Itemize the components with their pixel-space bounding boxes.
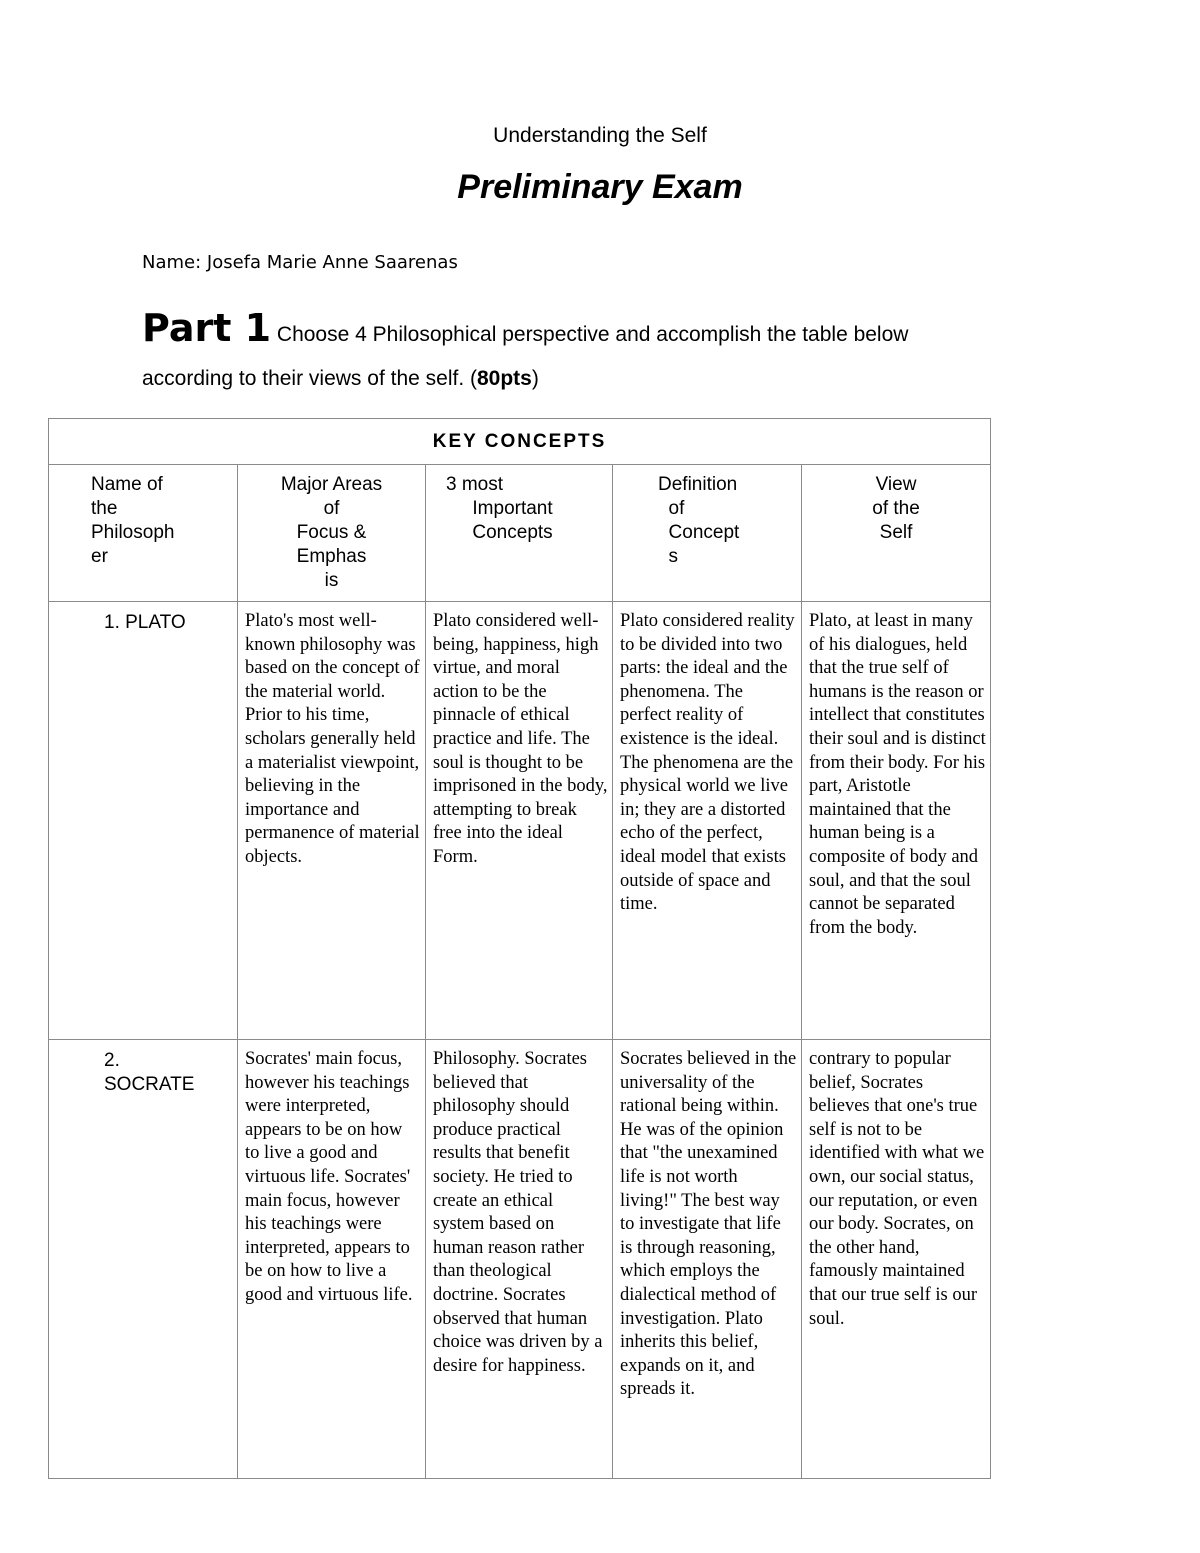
definition-text: Socrates believed in the universality of the rational being within. He was of the opinion that "the unexamined life is not worth living!" The best way to investigate that life is through reasoning, which employs the dialectical method of investigation. Plato inherits this belief, expands on it, and spreads it.	[620, 1049, 797, 1400]
column-header-view	[802, 465, 991, 602]
philosopher-name: 1. PLATO	[104, 612, 186, 633]
points-value: 80pts	[477, 367, 532, 390]
course-title: Understanding the Self	[493, 124, 707, 147]
philosopher-name-cell	[49, 602, 238, 1040]
philosopher-name-cell	[49, 1040, 238, 1479]
focus-cell	[238, 602, 426, 1040]
concepts-cell	[426, 602, 613, 1040]
table-row	[49, 1040, 991, 1479]
part-closing: )	[531, 367, 539, 390]
concepts-text: Plato considered well-being, happiness, high virtue, and moral action to be the pinnacle of ethical practice and life. The soul is thought to be imprisoned in the body, attempting to break free into the ideal Form.	[433, 611, 608, 867]
column-header-label: Name of the Philosoph er	[91, 474, 175, 567]
exam-title: Preliminary Exam	[457, 168, 743, 206]
concepts-text: Philosophy. Socrates believed that philosophy should produce practical results that benefit society. He tried to create an ethical system based on human reason rather than theological doctrine. Socrates observed that human choice was driven by a desire for happiness.	[433, 1049, 603, 1376]
definition-cell	[613, 1040, 802, 1479]
focus-text: Socrates' main focus, however his teachings were interpreted, appears to be on how to live a good and virtuous life. Socrates' main focus, however his teachings were interpreted, appears to be on how to live a good and virtuous life.	[245, 1049, 413, 1305]
part-instruction: Choose 4 Philosophical perspective and accomplish the table below according to their views of the self. (	[142, 323, 909, 390]
view-text: Plato, at least in many of his dialogues, held that the true self of humans is the reason or intellect that constitutes their soul and is distinct from their body. For his part, Aristotle maintained that the human being is a composite of body and soul, and that the soul cannot be separated from the body.	[809, 611, 986, 938]
table-header-row	[49, 465, 991, 602]
definition-text: Plato considered reality to be divided into two parts: the ideal and the phenomena. The perfect reality of existence is the ideal. The phenomena are the physical world we live in; they are a distorted echo of the perfect, ideal model that exists outside of space and time.	[620, 611, 795, 915]
focus-cell	[238, 1040, 426, 1479]
view-text: contrary to popular belief, Socrates believes that one's true self is not to be identified with what we own, our social status, our reputation, or even our body. Socrates, on the other hand, famously maintained that our true self is our soul.	[809, 1049, 985, 1329]
view-cell	[802, 1040, 991, 1479]
part-1-instructions	[142, 306, 1002, 401]
column-header-label: View of the Self	[872, 474, 920, 543]
table-banner-row	[49, 419, 991, 465]
column-header-focus	[238, 465, 426, 602]
column-header-philosopher	[49, 465, 238, 602]
concepts-cell	[426, 1040, 613, 1479]
part-heading: Part 1	[142, 306, 272, 350]
philosopher-name: 2. SOCRATE	[104, 1050, 195, 1095]
column-header-definition	[613, 465, 802, 602]
column-header-label: Definition of Concept s	[658, 474, 740, 567]
definition-cell	[613, 602, 802, 1040]
column-header-label: 3 most Important Concepts	[446, 474, 553, 543]
key-concepts-table	[48, 418, 991, 1479]
column-header-concepts	[426, 465, 613, 602]
focus-text: Plato's most well-known philosophy was based on the concept of the material world. Prior to his time, scholars generally held a materialist viewpoint, believing in the importance and permanence of material objects.	[245, 611, 420, 867]
table-row	[49, 602, 991, 1040]
table-banner: KEY CONCEPTS	[49, 419, 991, 465]
column-header-label: Major Areas of Focus & Emphas is	[280, 474, 383, 591]
view-cell	[802, 602, 991, 1040]
student-name: Name: Josefa Marie Anne Saarenas	[142, 252, 458, 273]
